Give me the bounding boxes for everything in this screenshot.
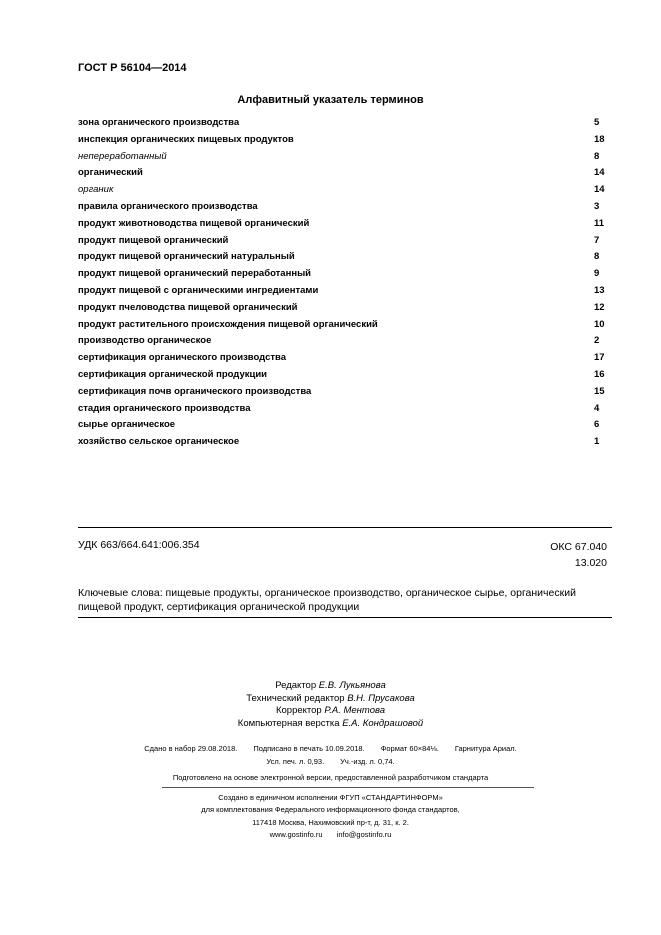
term-page-number: 7 (594, 234, 600, 246)
imprint-block (0, 742, 661, 768)
divider-bottom (78, 617, 612, 618)
term-text: зона органического производства (78, 117, 240, 128)
publisher-line-2: для комплектования Федерального информационного фонда стандартов, (201, 805, 460, 814)
term-row (78, 300, 608, 317)
term-page-number: 13 (594, 284, 605, 296)
document-code: ГОСТ Р 56104—2014 (78, 62, 187, 74)
term-text: продукт пищевой с органическими ингредиентами (78, 284, 319, 296)
term-text: продукт пчеловодства пищевой органический (78, 301, 298, 313)
credit-line (0, 718, 661, 731)
imprint-signed: Подписано в печать 10.09.2018. (253, 744, 365, 753)
credit-name: Е.В. Лукьянова (318, 680, 386, 691)
credit-role: Редактор (275, 680, 317, 691)
term-row (78, 317, 608, 334)
udk-code: УДК 663/664.641:006.354 (78, 539, 200, 551)
term-page-number: 8 (594, 251, 600, 263)
keywords: Ключевые слова: пищевые продукты, органическое производство, органическое сырье, органический пищевой продукт, сертификация органической продукции (78, 587, 576, 613)
term-page-number: 6 (594, 419, 600, 431)
term-row (78, 165, 608, 182)
term-page-number: 14 (594, 184, 605, 196)
term-row (78, 149, 608, 166)
term-page-number: 11 (594, 217, 605, 229)
term-text: непереработанный (78, 150, 167, 162)
term-text: производство органическое (78, 335, 212, 347)
term-page-number: 9 (594, 268, 600, 280)
divider-thin (162, 787, 534, 788)
credit-name: Е.А. Кондрашовой (342, 717, 424, 729)
term-page-number: 12 (594, 301, 605, 313)
term-text: сертификация органической продукции (78, 368, 268, 380)
prepared-note: Подготовлено на основе электронной версии, предоставленной разработчиком стандарта (172, 773, 489, 782)
term-text: органик (78, 184, 114, 196)
term-page-number: 15 (594, 385, 605, 397)
term-text: продукт пищевой органический (78, 234, 229, 246)
oks-line-2: 13.020 (574, 557, 607, 569)
term-text: сырье органическое (78, 419, 176, 431)
publisher-line-1: Создано в единичном исполнении ФГУП «СТАНДАРТИНФОРМ» (218, 793, 443, 802)
credit-name: Р.А. Ментова (324, 705, 386, 716)
term-page-number: 17 (594, 352, 605, 364)
credits-block (0, 680, 661, 730)
term-row (78, 249, 608, 266)
term-text: стадия органического производства (78, 402, 251, 414)
publisher-email[interactable]: info@gostinfo.ru (336, 830, 392, 839)
term-page-number: 8 (594, 150, 600, 162)
oks-line-1: ОКС 67.040 (550, 541, 607, 553)
term-row (78, 132, 608, 149)
divider-top (78, 527, 612, 528)
term-row (78, 401, 608, 418)
address-block (0, 817, 661, 841)
term-row (78, 182, 608, 199)
imprint-sent: Сдано в набор 29.08.2018. (144, 744, 238, 753)
term-text: правила органического производства (78, 200, 258, 212)
term-row (78, 384, 608, 401)
imprint-print-sheets: Усл. печ. л. 0,93. (266, 757, 325, 766)
term-row (78, 333, 608, 350)
term-page-number: 4 (594, 402, 600, 414)
term-row (78, 283, 608, 300)
term-text: сертификация почв органического производства (78, 385, 312, 397)
imprint-publ-sheets: Уч.-изд. л. 0,74. (340, 757, 395, 766)
term-page-number: 5 (594, 117, 600, 128)
imprint-line-2 (0, 755, 661, 768)
term-text: продукт животноводства пищевой органический (78, 217, 310, 229)
term-row (78, 216, 608, 233)
term-row (78, 350, 608, 367)
term-text: инспекция органических пищевых продуктов (78, 133, 294, 145)
term-page-number: 10 (594, 318, 605, 330)
term-page-number: 14 (594, 167, 605, 179)
term-page-number: 16 (594, 368, 605, 380)
term-page-number: 1 (594, 436, 600, 448)
publisher-block (0, 792, 661, 816)
term-page-number: 3 (594, 200, 600, 212)
publisher-contacts (0, 829, 661, 841)
term-row (78, 434, 608, 451)
publisher-address: 117418 Москва, Нахимовский пр-т, д. 31, к. 2. (252, 818, 409, 827)
term-row (78, 266, 608, 283)
term-text: хозяйство сельское органическое (78, 436, 240, 448)
credit-role: Технический редактор (246, 692, 345, 704)
term-page-number: 2 (594, 335, 600, 347)
publisher-web[interactable]: www.gostinfo.ru (269, 830, 323, 839)
credit-role: Корректор (275, 705, 322, 716)
imprint-typeface: Гарнитура Ариал. (454, 744, 517, 753)
credit-line (0, 693, 661, 706)
imprint-format: Формат 60×84⅛. (380, 744, 439, 753)
term-row (78, 199, 608, 216)
term-row (78, 233, 608, 250)
index-title: Алфавитный указатель терминов (237, 94, 424, 106)
credit-name: В.Н. Прусакова (347, 692, 415, 704)
term-text: продукт пищевой органический переработанный (78, 268, 312, 280)
term-row (78, 417, 608, 434)
imprint-line-1 (0, 742, 661, 755)
term-text: продукт пищевой органический натуральный (78, 251, 295, 263)
term-text: органический (78, 167, 143, 179)
term-page-number: 18 (594, 133, 605, 145)
term-row (78, 115, 608, 132)
term-text: сертификация органического производства (78, 352, 287, 364)
credit-line (0, 705, 661, 718)
credit-role: Компьютерная верстка (237, 717, 340, 729)
term-index-list (78, 115, 608, 451)
oks-code (550, 539, 607, 571)
credit-line (0, 680, 661, 693)
term-row (78, 367, 608, 384)
term-text: продукт растительного происхождения пищевой органический (78, 318, 378, 330)
